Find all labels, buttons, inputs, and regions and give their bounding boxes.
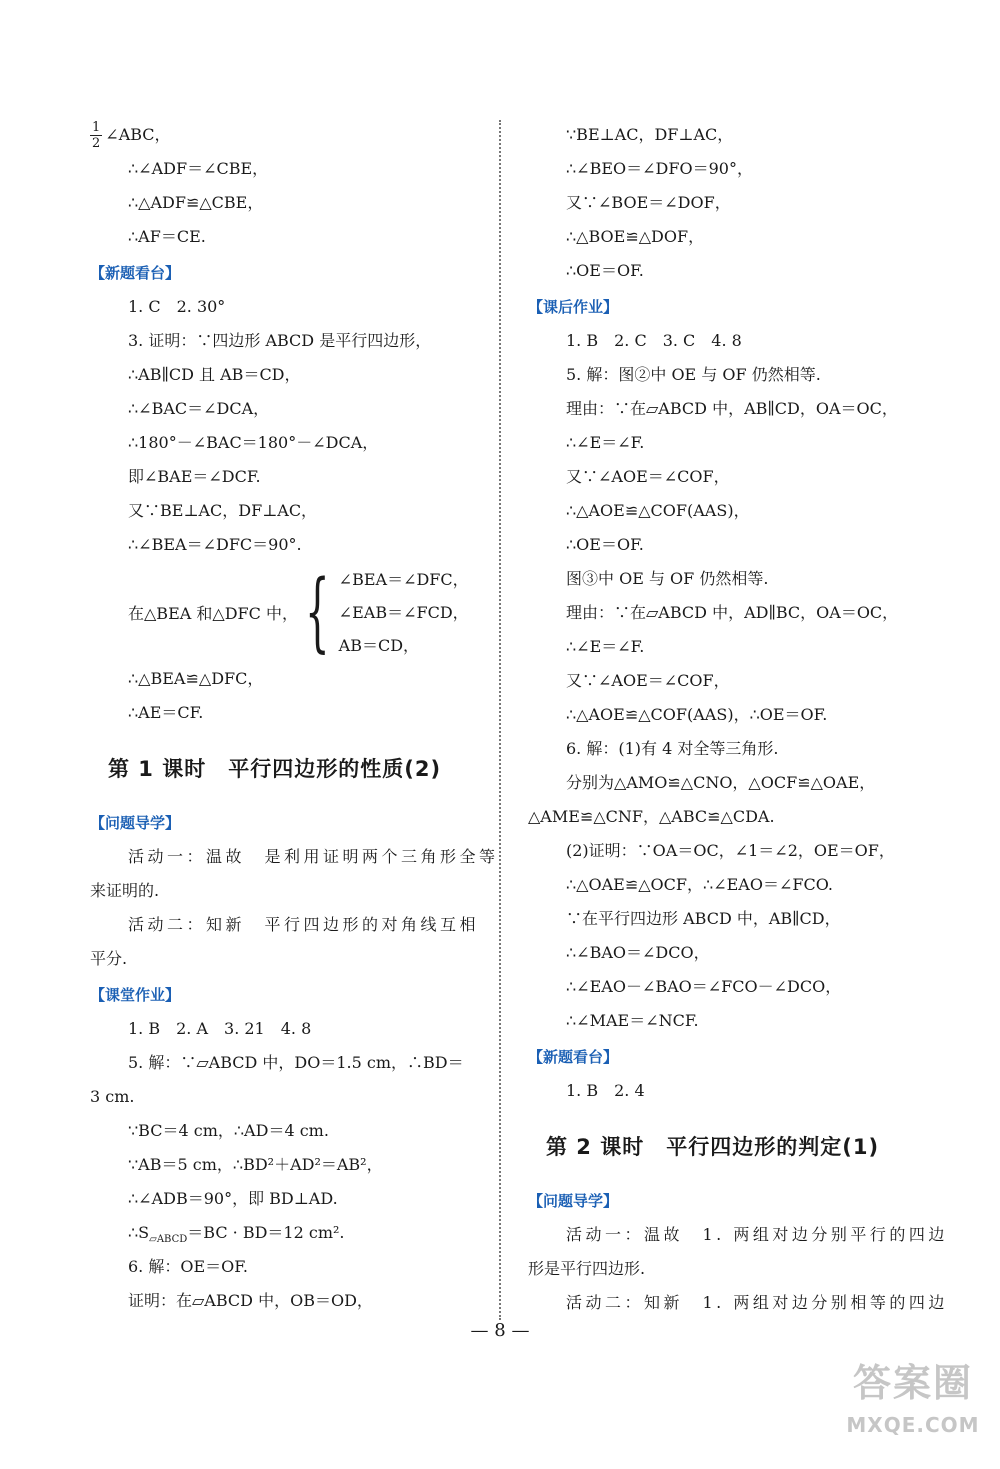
text-line: ∴△BOE≌△DOF， [566,227,705,246]
text-line: 理由：∵在▱ABCD 中，AD∥BC，OA＝OC， [566,603,899,622]
page-number: — 8 — [470,1320,530,1341]
text-line: 即∠BAE＝∠DCF. [128,467,261,486]
text-line: ∴∠MAE＝∠NCF. [566,1011,699,1030]
answer-line: 1. B 2. A 3. 21 4. 8 [128,1019,312,1038]
text-line: ∵AB＝5 cm，∴BD²＋AD²＝AB²， [128,1155,383,1174]
section-label-guide: 【问题导学】 [528,1192,619,1210]
text-line: ∴∠E＝∠F. [566,637,645,656]
lesson-heading: 第 1 课时 平行四边形的性质(2) [108,757,442,781]
text-line: ∴OE＝OF. [566,261,644,280]
text-line: 分别为△AMO≌△CNO，△OCF≌△OAE， [566,773,876,792]
system-lead: 在△BEA 和△DFC 中， [128,603,298,623]
text-line: ∵在平行四边形 ABCD 中，AB∥CD， [566,909,841,928]
text-line: 5. 解：图②中 OE 与 OF 仍然相等. [566,365,821,384]
column-divider [499,120,501,1320]
text-line: ∴OE＝OF. [566,535,644,554]
text-line: ∴△AOE≌△COF(AAS)， [566,501,750,520]
text-line: ∴∠E＝∠F. [566,433,645,452]
equation-system [90,562,475,662]
text-line: 图③中 OE 与 OF 仍然相等. [566,569,769,588]
text-line: 5. 解：∵▱ABCD 中，DO＝1.5 cm，∴BD＝ [128,1053,464,1072]
section-label-classwork: 【课堂作业】 [90,986,181,1004]
text-line: ∴AF＝CE. [128,227,206,246]
right-column [528,118,948,1320]
text-line: 6. 解：OE＝OF. [128,1257,248,1276]
text-line: 又∵∠BOE＝∠DOF， [566,193,731,212]
text-line: ∴△BEA≌△DFC， [128,669,264,688]
text-line: ∴∠EAO－∠BAO＝∠FCO－∠DCO， [566,977,842,996]
text-line: $\frac{1}{2}$ ∠ABC， [92,120,171,151]
system-conditions [339,563,469,662]
text-line: 活动二：知新 1. 两组对边分别相等的四边 [566,1293,948,1312]
text-line: 来证明的. [90,881,160,900]
condition: ∠BEA＝∠DFC， [338,569,469,589]
text-line: 3. 证明：∵四边形 ABCD 是平行四边形， [128,331,432,350]
watermark-logo: 答案圈 MXQE.COM [846,1361,980,1437]
condition: ∠EAB＝∠FCD， [338,602,469,622]
text-line: (2)证明：∵OA＝OC，∠1＝∠2，OE＝OF， [566,841,895,860]
text-line: ∴∠ADF＝∠CBE， [128,159,269,178]
text-line: ∴AE＝CF. [128,703,204,722]
text-line: 证明：在▱ABCD 中，OB＝OD， [128,1291,373,1310]
text-line: ∴AB∥CD 且 AB＝CD， [128,365,301,384]
text-line: 又∵∠AOE＝∠COF， [566,467,730,486]
text-line: $\therefore S_{▱ABCD}=BC \cdot BD=12$ cm². [128,1223,345,1246]
lesson-heading: 第 2 课时 平行四边形的判定(1) [546,1135,880,1159]
text-line: ∵BE⊥AC，DF⊥AC， [566,125,734,144]
text-line: ∴∠BAC＝∠DCA， [128,399,270,418]
text-line: 理由：∵在▱ABCD 中，AB∥CD，OA＝OC， [566,399,898,418]
text-line: 6. 解：(1)有 4 对全等三角形. [566,739,779,758]
text-line: 又∵BE⊥AC，DF⊥AC， [128,501,318,520]
answer-line: 1. C 2. 30° [128,297,226,316]
text-line: ∴△AOE≌△COF(AAS)，∴OE＝OF. [566,705,828,724]
text-line: 活动二：知新 平行四边形的对角线互相 [128,915,480,934]
answer-line: 1. B 2. C 3. C 4. 8 [566,331,742,350]
text-line: ∴∠BEO＝∠DFO＝90°， [566,159,753,178]
left-column [90,118,499,1318]
text-line: △AME≌△CNF，△ABC≌△CDA. [528,807,775,826]
section-label-guide: 【问题导学】 [90,814,181,832]
text-line: ∴180°－∠BAC＝180°－∠DCA， [128,433,379,452]
text-line: 活动一：温故 是利用证明两个三角形全等 [128,847,499,866]
text-line: 活动一：温故 1. 两组对边分别平行的四边 [566,1225,948,1244]
section-label-new-questions: 【新题看台】 [528,1048,619,1066]
text-line: ∴△ADF≌△CBE， [128,193,264,212]
text-line: ∴∠BAO＝∠DCO， [566,943,710,962]
text-line: 平分. [90,949,128,968]
text-line: 3 cm. [90,1087,135,1106]
section-label-homework: 【课后作业】 [528,298,619,316]
left-brace-icon: { [305,562,330,662]
text-line: ∴∠BEA＝∠DFC＝90°. [128,535,302,554]
section-label-new-questions: 【新题看台】 [90,264,181,282]
fraction: $\frac{1}{2}$ [92,120,101,151]
text-line: ∴∠ADB＝90°，即 BD⊥AD. [128,1189,338,1208]
text-line: ∴△OAE≌△OCF，∴∠EAO＝∠FCO. [566,875,833,894]
answer-line: 1. B 2. 4 [566,1081,645,1100]
text-line: 形是平行四边形. [528,1259,646,1278]
text-line: 又∵∠AOE＝∠COF， [566,671,730,690]
condition: AB＝CD， [338,635,420,655]
text-line: ∵BC＝4 cm，∴AD＝4 cm. [128,1121,329,1140]
